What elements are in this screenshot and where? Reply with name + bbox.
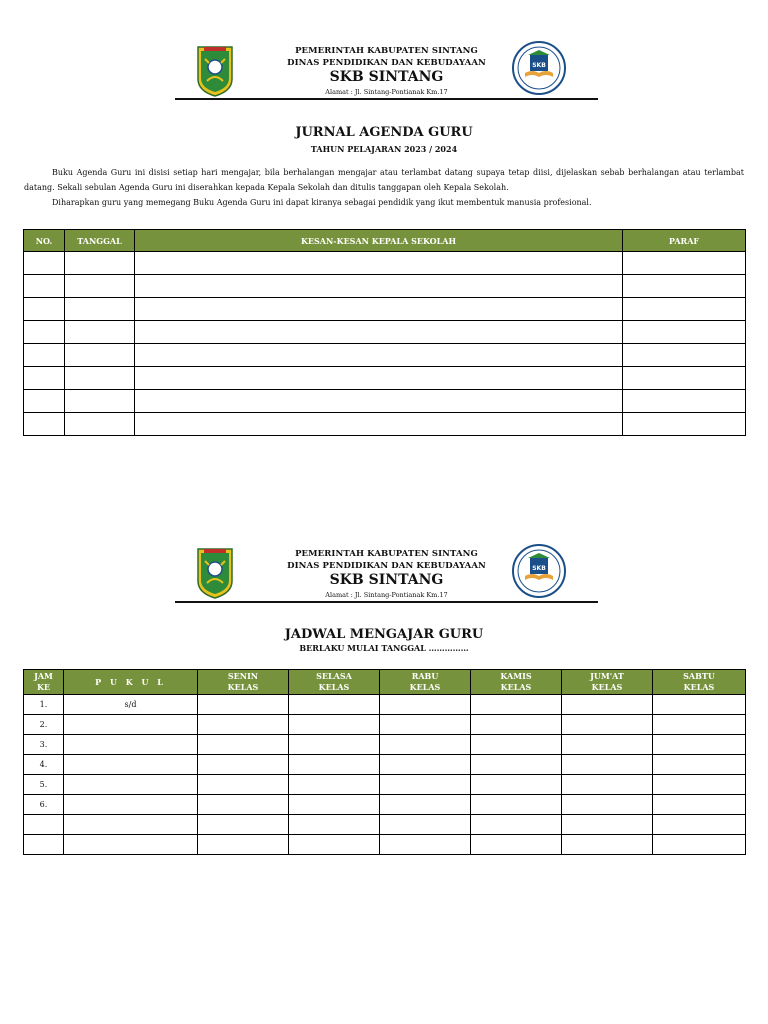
journal-row [24, 390, 746, 413]
journal-row [24, 252, 746, 275]
journal-cell-kesan[interactable] [135, 321, 623, 344]
schedule-col-label: P U K U L [95, 676, 166, 687]
schedule-cell-jam[interactable]: 5. [24, 775, 64, 795]
schedule-cell-sabtu[interactable] [653, 755, 746, 775]
schedule-cell-pukul[interactable] [64, 755, 198, 775]
journal-row [24, 298, 746, 321]
journal-cell-tanggal[interactable] [65, 298, 135, 321]
schedule-col-sublabel: KE [36, 682, 51, 692]
schedule-cell-jam[interactable]: 3. [24, 735, 64, 755]
schedule-cell-rabu[interactable] [380, 735, 471, 755]
schedule-cell-pukul[interactable] [64, 815, 198, 835]
letterhead-line2: DINAS PENDIDIKAN DAN KEBUDAYAAN [287, 58, 486, 68]
schedule-cell-senin[interactable] [198, 715, 289, 735]
schedule-col-label: SABTU [683, 671, 715, 681]
schedule-row [24, 815, 746, 835]
skb-logo [512, 41, 566, 95]
skb-logo-text: SKB [532, 565, 546, 572]
journal-row [24, 275, 746, 298]
schedule-cell-senin[interactable] [198, 695, 289, 715]
schedule-col-sublabel: KELAS [318, 682, 350, 692]
schedule-col-label: SELASA [316, 671, 352, 681]
schedule-cell-selasa[interactable] [289, 755, 380, 775]
schedule-cell-kamis[interactable] [471, 755, 562, 775]
schedule-cell-jumat[interactable] [562, 835, 653, 855]
schedule-cell-kamis[interactable] [471, 715, 562, 735]
journal-cell-no[interactable] [24, 344, 65, 367]
schedule-subtitle: BERLAKU MULAI TANGGAL …………… [299, 643, 469, 653]
journal-cell-no[interactable] [24, 321, 65, 344]
journal-row [24, 321, 746, 344]
schedule-cell-jam[interactable]: 6. [24, 795, 64, 815]
schedule-cell-senin[interactable] [198, 795, 289, 815]
schedule-cell-kamis[interactable] [471, 695, 562, 715]
schedule-cell-sabtu[interactable] [653, 735, 746, 755]
schedule-cell-rabu[interactable] [380, 755, 471, 775]
schedule-cell-selasa[interactable] [289, 795, 380, 815]
journal-cell-paraf[interactable] [623, 275, 746, 298]
skb-logo-text: SKB [532, 62, 546, 69]
schedule-cell-jam[interactable]: 2. [24, 715, 64, 735]
schedule-cell-senin[interactable] [198, 815, 289, 835]
journal-cell-no[interactable] [24, 390, 65, 413]
journal-subtitle: TAHUN PELAJARAN 2023 / 2024 [310, 144, 458, 154]
letterhead-divider [175, 98, 598, 100]
journal-cell-paraf[interactable] [623, 344, 746, 367]
schedule-cell-jumat[interactable] [562, 795, 653, 815]
schedule-cell-pukul[interactable] [64, 735, 198, 755]
schedule-cell-selasa[interactable] [289, 735, 380, 755]
journal-cell-no[interactable] [24, 298, 65, 321]
schedule-row [24, 695, 746, 715]
schedule-col-sabtu [653, 670, 746, 695]
schedule-col-label: KAMIS [500, 671, 532, 681]
journal-row [24, 367, 746, 390]
schedule-cell-senin[interactable] [198, 775, 289, 795]
schedule-cell-senin[interactable] [198, 835, 289, 855]
schedule-cell-kamis[interactable] [471, 795, 562, 815]
schedule-col-label: JAM [34, 671, 53, 681]
journal-instructions [24, 165, 744, 210]
schedule-cell-jumat[interactable] [562, 755, 653, 775]
journal-col-paraf: PARAF [623, 230, 746, 252]
schedule-col-label: RABU [411, 671, 439, 681]
journal-cell-no[interactable] [24, 252, 65, 275]
schedule-row [24, 795, 746, 815]
schedule-col-sublabel: KELAS [227, 682, 259, 692]
schedule-title: JADWAL MENGAJAR GURU [284, 627, 484, 642]
schedule-cell-sabtu[interactable] [653, 835, 746, 855]
schedule-col-senin [198, 670, 289, 695]
letterhead-line1: PEMERINTAH KABUPATEN SINTANG [295, 46, 478, 56]
schedule-cell-rabu[interactable] [380, 775, 471, 795]
journal-cell-tanggal[interactable] [65, 413, 135, 436]
schedule-cell-jumat[interactable] [562, 695, 653, 715]
journal-cell-paraf[interactable] [623, 321, 746, 344]
schedule-cell-kamis[interactable] [471, 775, 562, 795]
journal-cell-kesan[interactable] [135, 252, 623, 275]
schedule-cell-rabu[interactable] [380, 835, 471, 855]
schedule-cell-kamis[interactable] [471, 835, 562, 855]
schedule-cell-kamis[interactable] [471, 815, 562, 835]
schedule-col-rabu [380, 670, 471, 695]
schedule-cell-selasa[interactable] [289, 815, 380, 835]
skb-logo [512, 544, 566, 598]
schedule-cell-jumat[interactable] [562, 715, 653, 735]
journal-cell-kesan[interactable] [135, 367, 623, 390]
journal-cell-paraf[interactable] [623, 413, 746, 436]
schedule-row [24, 715, 746, 735]
schedule-col-jumat [562, 670, 653, 695]
schedule-cell-jam[interactable] [24, 815, 64, 835]
schedule-cell-jumat[interactable] [562, 815, 653, 835]
letterhead-institution-name: SKB SINTANG [329, 69, 444, 85]
schedule-cell-jam[interactable]: 4. [24, 755, 64, 775]
schedule-col-label: JUM'AT [590, 671, 624, 681]
schedule-col-sublabel: KELAS [500, 682, 532, 692]
schedule-cell-pukul[interactable] [64, 715, 198, 735]
schedule-cell-pukul[interactable] [64, 795, 198, 815]
journal-cell-no[interactable] [24, 413, 65, 436]
journal-cell-kesan[interactable] [135, 298, 623, 321]
journal-table [23, 229, 746, 436]
schedule-cell-jam[interactable] [24, 835, 64, 855]
schedule-cell-rabu[interactable] [380, 695, 471, 715]
schedule-cell-sabtu[interactable] [653, 795, 746, 815]
journal-cell-kesan[interactable] [135, 344, 623, 367]
schedule-cell-kamis[interactable] [471, 735, 562, 755]
letterhead-institution-name: SKB SINTANG [329, 572, 444, 588]
journal-paragraph-2: Diharapkan guru yang memegang Buku Agenda Guru ini dapat kiranya sebagai pendidik yang ikut membentuk manusia profesional. [52, 198, 592, 207]
schedule-cell-rabu[interactable] [380, 715, 471, 735]
journal-cell-kesan[interactable] [135, 390, 623, 413]
schedule-cell-sabtu[interactable] [653, 695, 746, 715]
schedule-cell-rabu[interactable] [380, 795, 471, 815]
journal-cell-tanggal[interactable] [65, 321, 135, 344]
letterhead-address: Alamat : Jl. Sintang-Pontianak Km.17 [325, 88, 448, 96]
schedule-col-sublabel: KELAS [683, 682, 715, 692]
journal-cell-paraf[interactable] [623, 367, 746, 390]
schedule-cell-selasa[interactable] [289, 775, 380, 795]
schedule-cell-senin[interactable] [198, 735, 289, 755]
schedule-cell-jumat[interactable] [562, 735, 653, 755]
journal-col-no: NO. [24, 230, 65, 252]
schedule-table [23, 669, 746, 855]
journal-col-kesan: KESAN-KESAN KEPALA SEKOLAH [135, 230, 623, 252]
schedule-col-sublabel: KELAS [591, 682, 623, 692]
journal-cell-tanggal[interactable] [65, 344, 135, 367]
journal-col-tanggal: TANGGAL [65, 230, 135, 252]
journal-cell-paraf[interactable] [623, 298, 746, 321]
schedule-cell-sabtu[interactable] [653, 815, 746, 835]
schedule-row [24, 735, 746, 755]
journal-title: JURNAL AGENDA GURU [295, 125, 473, 140]
journal-row [24, 413, 746, 436]
schedule-cell-pukul[interactable] [64, 835, 198, 855]
schedule-col-label: SENIN [227, 671, 259, 681]
schedule-cell-selasa[interactable] [289, 695, 380, 715]
schedule-cell-senin[interactable] [198, 755, 289, 775]
journal-cell-tanggal[interactable] [65, 390, 135, 413]
schedule-row [24, 835, 746, 855]
journal-cell-kesan[interactable] [135, 413, 623, 436]
journal-cell-tanggal[interactable] [65, 252, 135, 275]
schedule-cell-jumat[interactable] [562, 775, 653, 795]
schedule-row [24, 755, 746, 775]
journal-paragraph-1: Buku Agenda Guru ini disisi setiap hari mengajar, bila berhalangan mengajar atau terlambat datang supaya tetap diisi, dijelaskan sebab berhalangan atau terlambat datang. Sekali sebulan Agenda Guru ini diserahkan kepada Kepala Sekolah dan ditulis tanggapan oleh Kepala Sekolah. [24, 168, 744, 192]
schedule-cell-selasa[interactable] [289, 715, 380, 735]
letterhead-line1: PEMERINTAH KABUPATEN SINTANG [295, 549, 478, 559]
journal-row [24, 344, 746, 367]
schedule-col-pukul [64, 670, 198, 695]
journal-cell-kesan[interactable] [135, 275, 623, 298]
schedule-cell-sabtu[interactable] [653, 775, 746, 795]
schedule-cell-sabtu[interactable] [653, 715, 746, 735]
schedule-row [24, 775, 746, 795]
schedule-col-jam-ke [24, 670, 64, 695]
schedule-cell-pukul[interactable]: s/d [64, 695, 198, 715]
letterhead-divider [175, 601, 598, 603]
schedule-col-selasa [289, 670, 380, 695]
letterhead-line2: DINAS PENDIDIKAN DAN KEBUDAYAAN [287, 561, 486, 571]
schedule-cell-jam[interactable]: 1. [24, 695, 64, 715]
schedule-col-kamis [471, 670, 562, 695]
journal-cell-tanggal[interactable] [65, 367, 135, 390]
schedule-col-sublabel: KELAS [409, 682, 441, 692]
journal-cell-no[interactable] [24, 367, 65, 390]
journal-cell-tanggal[interactable] [65, 275, 135, 298]
journal-cell-paraf[interactable] [623, 390, 746, 413]
journal-cell-paraf[interactable] [623, 252, 746, 275]
letterhead-address: Alamat : Jl. Sintang-Pontianak Km.17 [325, 591, 448, 599]
journal-cell-no[interactable] [24, 275, 65, 298]
schedule-cell-selasa[interactable] [289, 835, 380, 855]
schedule-cell-rabu[interactable] [380, 815, 471, 835]
schedule-cell-pukul[interactable] [64, 775, 198, 795]
